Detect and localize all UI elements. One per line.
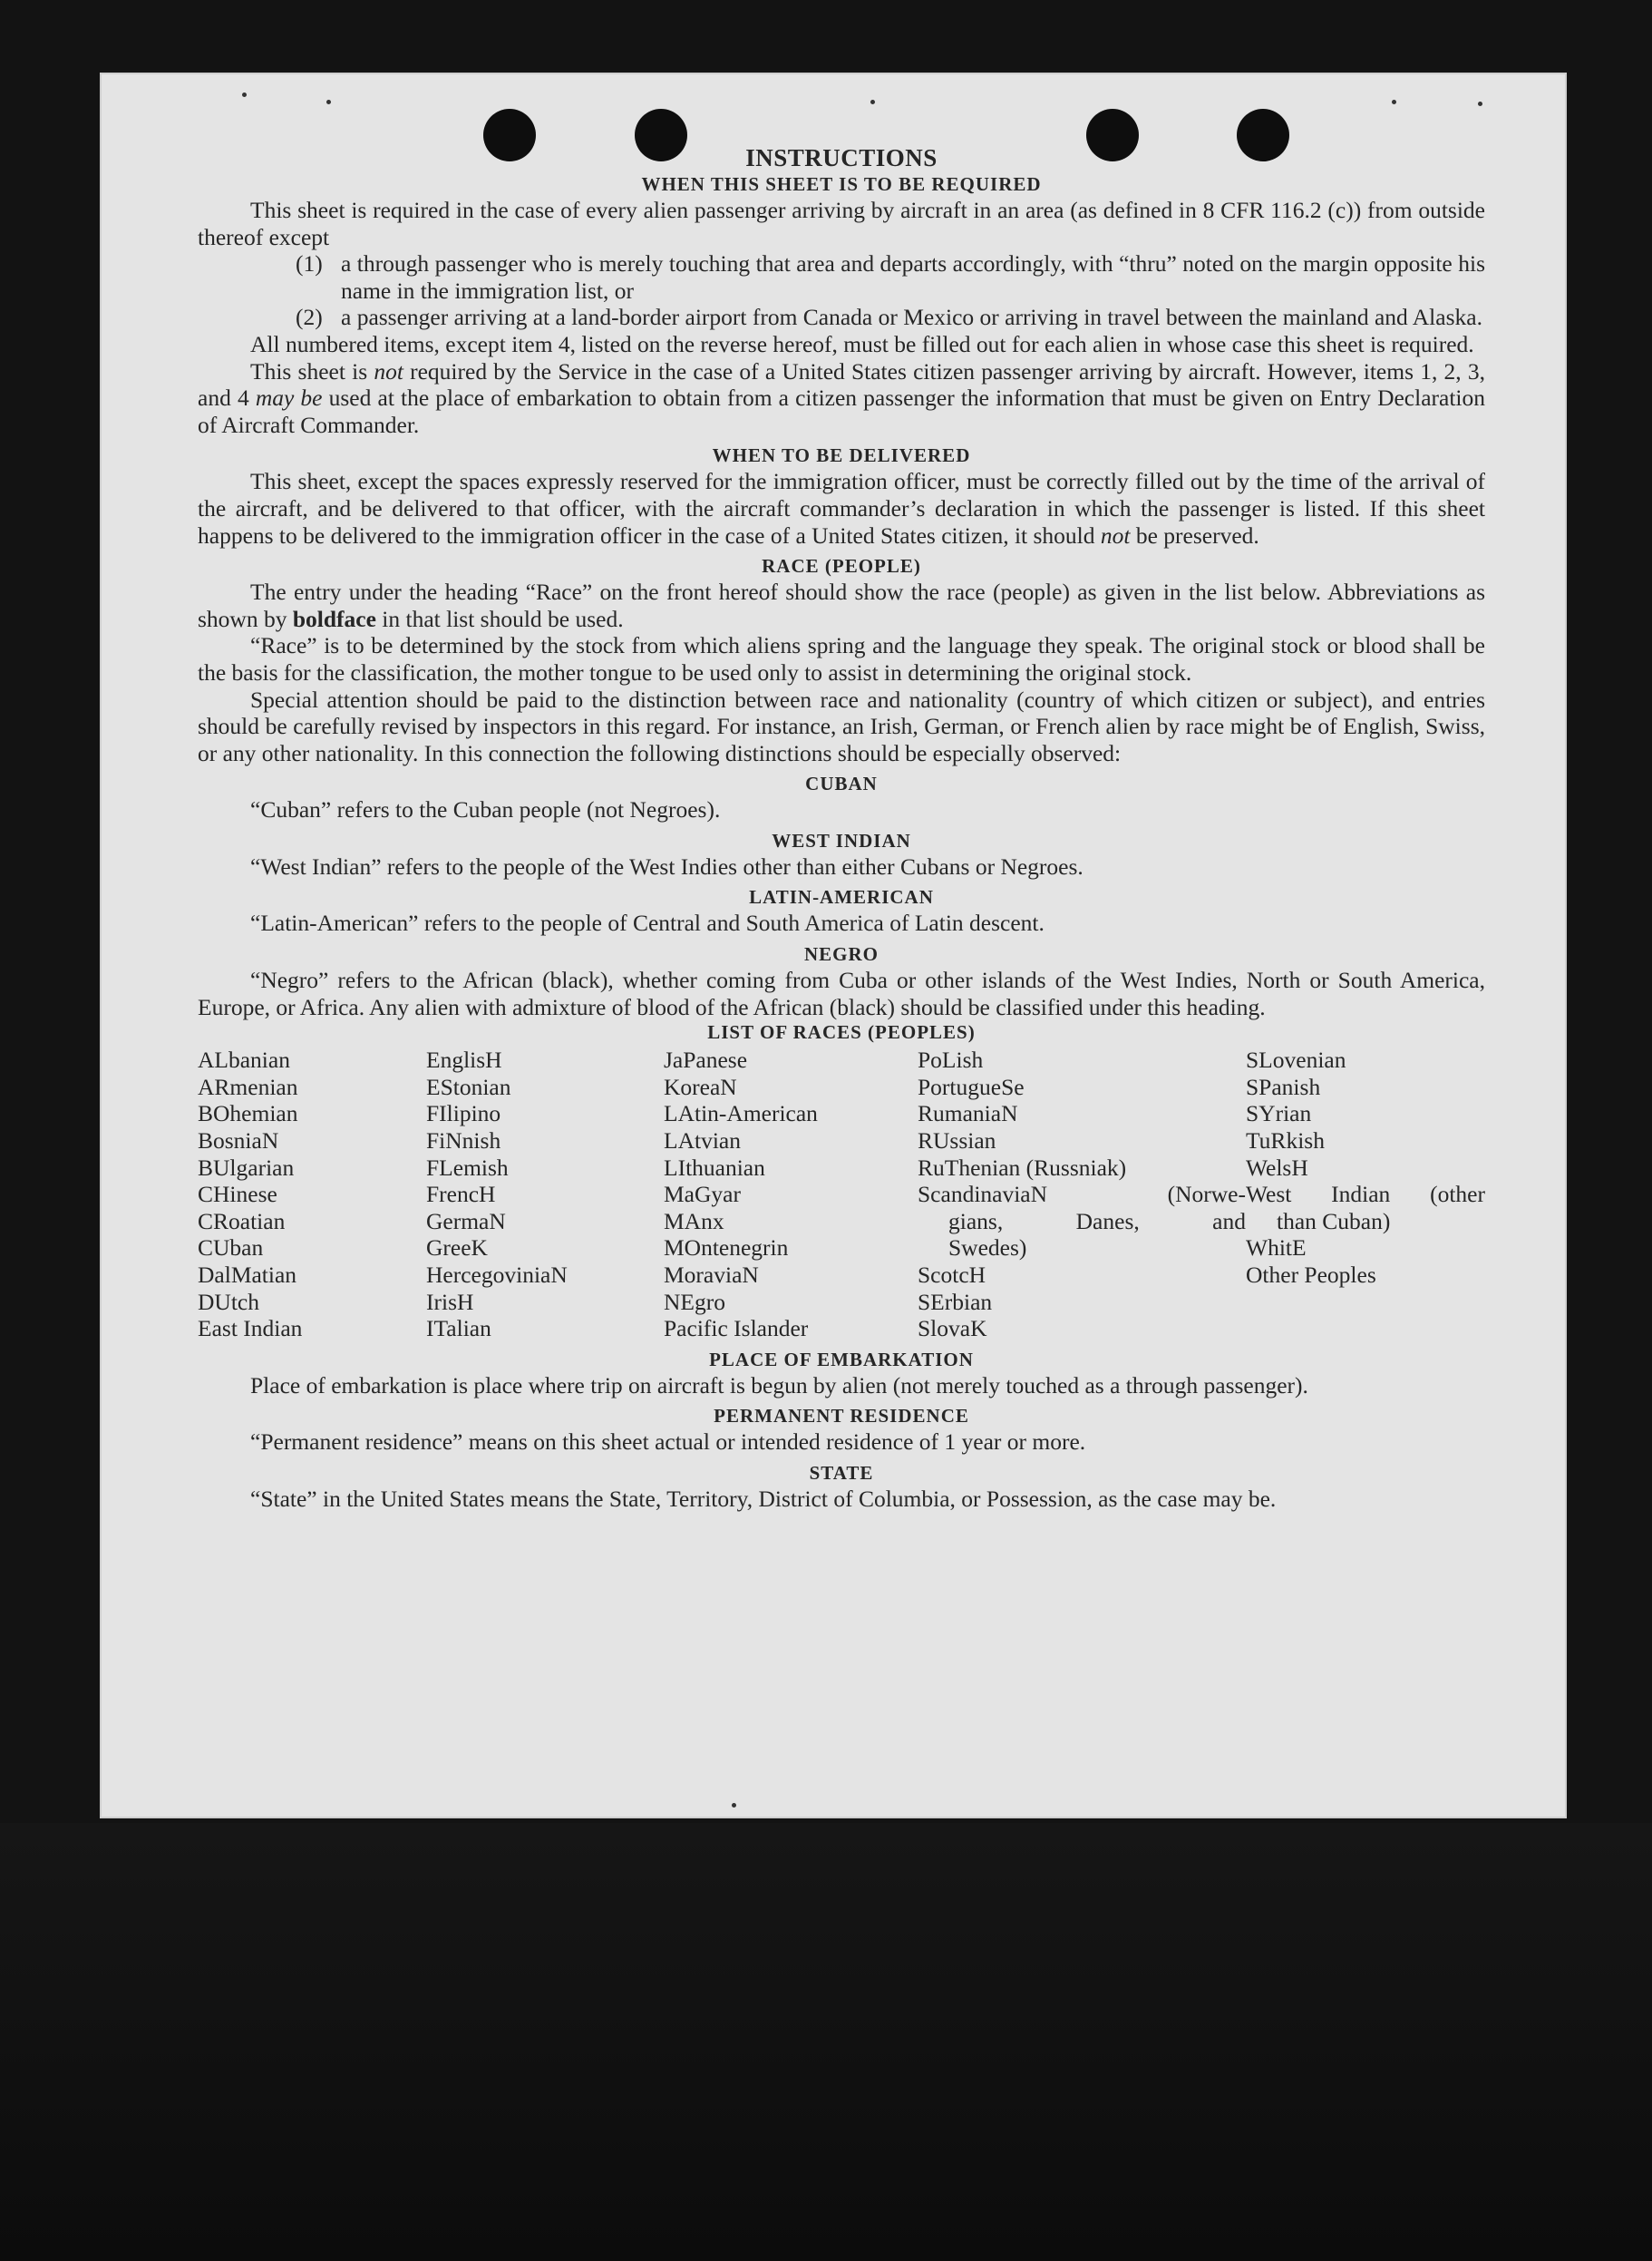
- race-entry: SYrian: [1246, 1100, 1312, 1127]
- exception-item: [296, 304, 1485, 331]
- race-entry: West Indian (other: [1246, 1181, 1485, 1208]
- speck: [870, 100, 875, 104]
- race-paragraph-2: “Race” is to be determined by the stock from which aliens spring and the language they speak. The original stock or blood shall be the basis for the classification, the mother tongue to be used only to assist in determining the original stock.: [198, 632, 1485, 686]
- races-column: [198, 1047, 426, 1342]
- speck: [732, 1803, 736, 1808]
- heading-list-of-races: LIST OF RACES (PEOPLES): [707, 1021, 976, 1044]
- exception-text: a through passenger who is merely touching that area and departs accordingly, with “thru” noted on the margin opposite his name in the immigration list, or: [341, 250, 1485, 304]
- state-definition: “State” in the United States means the State, Territory, District of Columbia, or Possession, as the case may be.: [250, 1485, 1277, 1512]
- race-entry: NEgro: [664, 1288, 725, 1315]
- race-entry: SPanish: [1246, 1073, 1321, 1100]
- race-entry: MaGyar: [664, 1181, 741, 1208]
- speck: [326, 100, 331, 104]
- race-entry: HercegoviniaN: [426, 1262, 568, 1288]
- race-entry: DalMatian: [198, 1262, 297, 1288]
- race-entry: than Cuban): [1277, 1207, 1391, 1234]
- race-entry: CHinese: [198, 1181, 277, 1208]
- west-indian-definition: “West Indian” refers to the people of the West Indies other than either Cubans or Negroes.: [250, 853, 1084, 880]
- heading-latin-american: LATIN-AMERICAN: [749, 886, 934, 909]
- race-entry: PoLish: [918, 1047, 984, 1074]
- race-entry: WelsH: [1246, 1154, 1308, 1181]
- race-entry: IrisH: [426, 1288, 474, 1315]
- background-band: [0, 1823, 1652, 2261]
- italic-run: may be: [255, 385, 323, 412]
- race-entry: FrencH: [426, 1181, 496, 1208]
- race-entry: ScandinaviaN (Norwe-: [918, 1181, 1246, 1208]
- heading-race: RACE (PEOPLE): [762, 555, 921, 578]
- speck: [1478, 102, 1482, 106]
- race-entry: East Indian: [198, 1315, 303, 1342]
- heading-cuban: CUBAN: [805, 773, 878, 795]
- text-run: be preserved.: [1130, 521, 1259, 549]
- heading-permanent-residence: PERMANENT RESIDENCE: [714, 1405, 969, 1428]
- cuban-definition: “Cuban” refers to the Cuban people (not Negroes).: [250, 796, 721, 824]
- speck: [242, 93, 247, 97]
- exception-item: [296, 250, 1485, 304]
- races-column: [426, 1047, 664, 1342]
- race-entry: CRoatian: [198, 1207, 286, 1234]
- race-entry: SErbian: [918, 1288, 993, 1315]
- heading-west-indian: WEST INDIAN: [772, 829, 911, 852]
- race-paragraph-3: Special attention should be paid to the distinction between race and nationality (country of which citizen or subject), and entries should be carefully revised by inspectors in this regard. For instance, an Irish, German, or French alien by race might be of English, Swiss, or any other nationality. In this connection the following distinctions should be especially observed:: [198, 686, 1485, 766]
- race-entry: gians, Danes, and: [948, 1207, 1246, 1234]
- races-list: [198, 1047, 1485, 1342]
- text-run: used at the place of embarkation to obtain from a citizen passenger the information that must be given on Entry Declaration of Aircraft Commander.: [198, 385, 1486, 438]
- text-run: in that list should be used.: [375, 605, 624, 632]
- instruction-sheet: [100, 73, 1567, 1818]
- race-entry: CUban: [198, 1234, 264, 1262]
- exception-number: (1): [296, 250, 323, 278]
- race-entry: RumaniaN: [918, 1100, 1018, 1127]
- text-run: This sheet is: [250, 357, 374, 385]
- heading-negro: NEGRO: [803, 943, 879, 966]
- race-entry: GreeK: [426, 1234, 488, 1262]
- race-entry: ALbanian: [198, 1047, 290, 1074]
- race-entry: RUssian: [918, 1127, 996, 1155]
- negro-definition: “Negro” refers to the African (black), whether coming from Cuba or other islands of the West Indies, North or South America, Europe, or Africa. Any alien with admixture of blood of the African (black) should be classified under this heading.: [198, 967, 1485, 1020]
- races-column: [918, 1047, 1246, 1342]
- race-entry: ARmenian: [198, 1073, 298, 1100]
- heading-when-delivered: WHEN TO BE DELIVERED: [712, 444, 971, 467]
- race-entry: RuThenian (Russniak): [918, 1154, 1127, 1181]
- race-entry: FiNnish: [426, 1127, 501, 1155]
- race-entry: TuRkish: [1246, 1127, 1325, 1155]
- race-entry: DUtch: [198, 1288, 259, 1315]
- race-entry: Pacific Islander: [664, 1315, 809, 1342]
- race-entry: MOntenegrin: [664, 1234, 789, 1262]
- citizen-paragraph: [198, 358, 1485, 439]
- speck: [1392, 100, 1396, 104]
- race-entry: GermaN: [426, 1207, 506, 1234]
- race-entry: LIthuanian: [664, 1154, 765, 1181]
- race-entry: Swedes): [948, 1234, 1027, 1262]
- bold-run: boldface: [292, 605, 376, 632]
- race-entry: SLovenian: [1246, 1047, 1346, 1074]
- race-entry: MAnx: [664, 1207, 724, 1234]
- permanent-residence-definition: “Permanent residence” means on this sheet actual or intended residence of 1 year or more.: [250, 1428, 1086, 1456]
- races-column: [664, 1047, 918, 1342]
- text-run: The entry under the heading “Race” on the front hereof should show the race (people) as given in the list below. Abbreviations as shown by: [198, 579, 1485, 632]
- instructions-body: [198, 143, 1485, 1513]
- races-column: [1246, 1047, 1485, 1342]
- italic-run: not: [1100, 521, 1131, 549]
- race-entry: KoreaN: [664, 1073, 737, 1100]
- race-entry: LAtvian: [664, 1127, 741, 1155]
- race-entry: WhitE: [1246, 1234, 1307, 1262]
- page-title: INSTRUCTIONS: [745, 144, 938, 171]
- italic-run: not: [374, 357, 403, 385]
- race-entry: PortugueSe: [918, 1073, 1025, 1100]
- heading-when-required: WHEN THIS SHEET IS TO BE REQUIRED: [641, 173, 1042, 195]
- race-entry: EStonian: [426, 1073, 511, 1100]
- race-entry: MoraviaN: [664, 1262, 759, 1288]
- numbered-items-paragraph: All numbered items, except item 4, listed on the reverse hereof, must be filled out for each alien in whose case this sheet is required.: [250, 330, 1474, 357]
- text-run: This sheet, except the spaces expressly reserved for the immigration officer, must be correctly filled out by the time of the arrival of the aircraft, and be delivered to that officer, with the aircraft commander’s declaration in which the passenger is listed. If this sheet happens to be delivered to the immigration officer in the case of a United States citizen, it should: [198, 468, 1485, 549]
- heading-place-of-embarkation: PLACE OF EMBARKATION: [709, 1348, 974, 1370]
- race-entry: FLemish: [426, 1154, 509, 1181]
- race-entry: BUlgarian: [198, 1154, 295, 1181]
- when-delivered-paragraph: [198, 468, 1485, 549]
- when-required-intro: This sheet is required in the case of every alien passenger arriving by aircraft in an area (as defined in 8 CFR 116.2 (c)) from outside thereof except: [198, 197, 1485, 250]
- exception-number: (2): [296, 304, 323, 331]
- race-entry: BOhemian: [198, 1100, 298, 1127]
- race-entry: BosniaN: [198, 1127, 279, 1155]
- race-entry: JaPanese: [664, 1047, 748, 1074]
- race-entry: ITalian: [426, 1315, 491, 1342]
- race-entry: LAtin-American: [664, 1100, 818, 1127]
- race-entry: FIlipino: [426, 1100, 501, 1127]
- race-entry: ScotcH: [918, 1262, 986, 1288]
- race-entry: SlovaK: [918, 1315, 987, 1342]
- race-paragraph-1: [198, 579, 1485, 632]
- exception-text: a passenger arriving at a land-border airport from Canada or Mexico or arriving in travel between the mainland and Alaska.: [341, 304, 1482, 331]
- text-run: required by the Service in the case of a United States citizen passenger arriving by aircraft. However, items 1, 2, 3, and 4: [198, 357, 1485, 412]
- place-of-embarkation-definition: Place of embarkation is place where trip on aircraft is begun by alien (not merely touched as a through passenger).: [250, 1371, 1308, 1399]
- latin-american-definition: “Latin-American” refers to the people of Central and South America of Latin descent.: [250, 910, 1045, 937]
- race-entry: Other Peoples: [1246, 1262, 1376, 1288]
- heading-state: STATE: [809, 1461, 874, 1484]
- race-entry: EnglisH: [426, 1047, 502, 1074]
